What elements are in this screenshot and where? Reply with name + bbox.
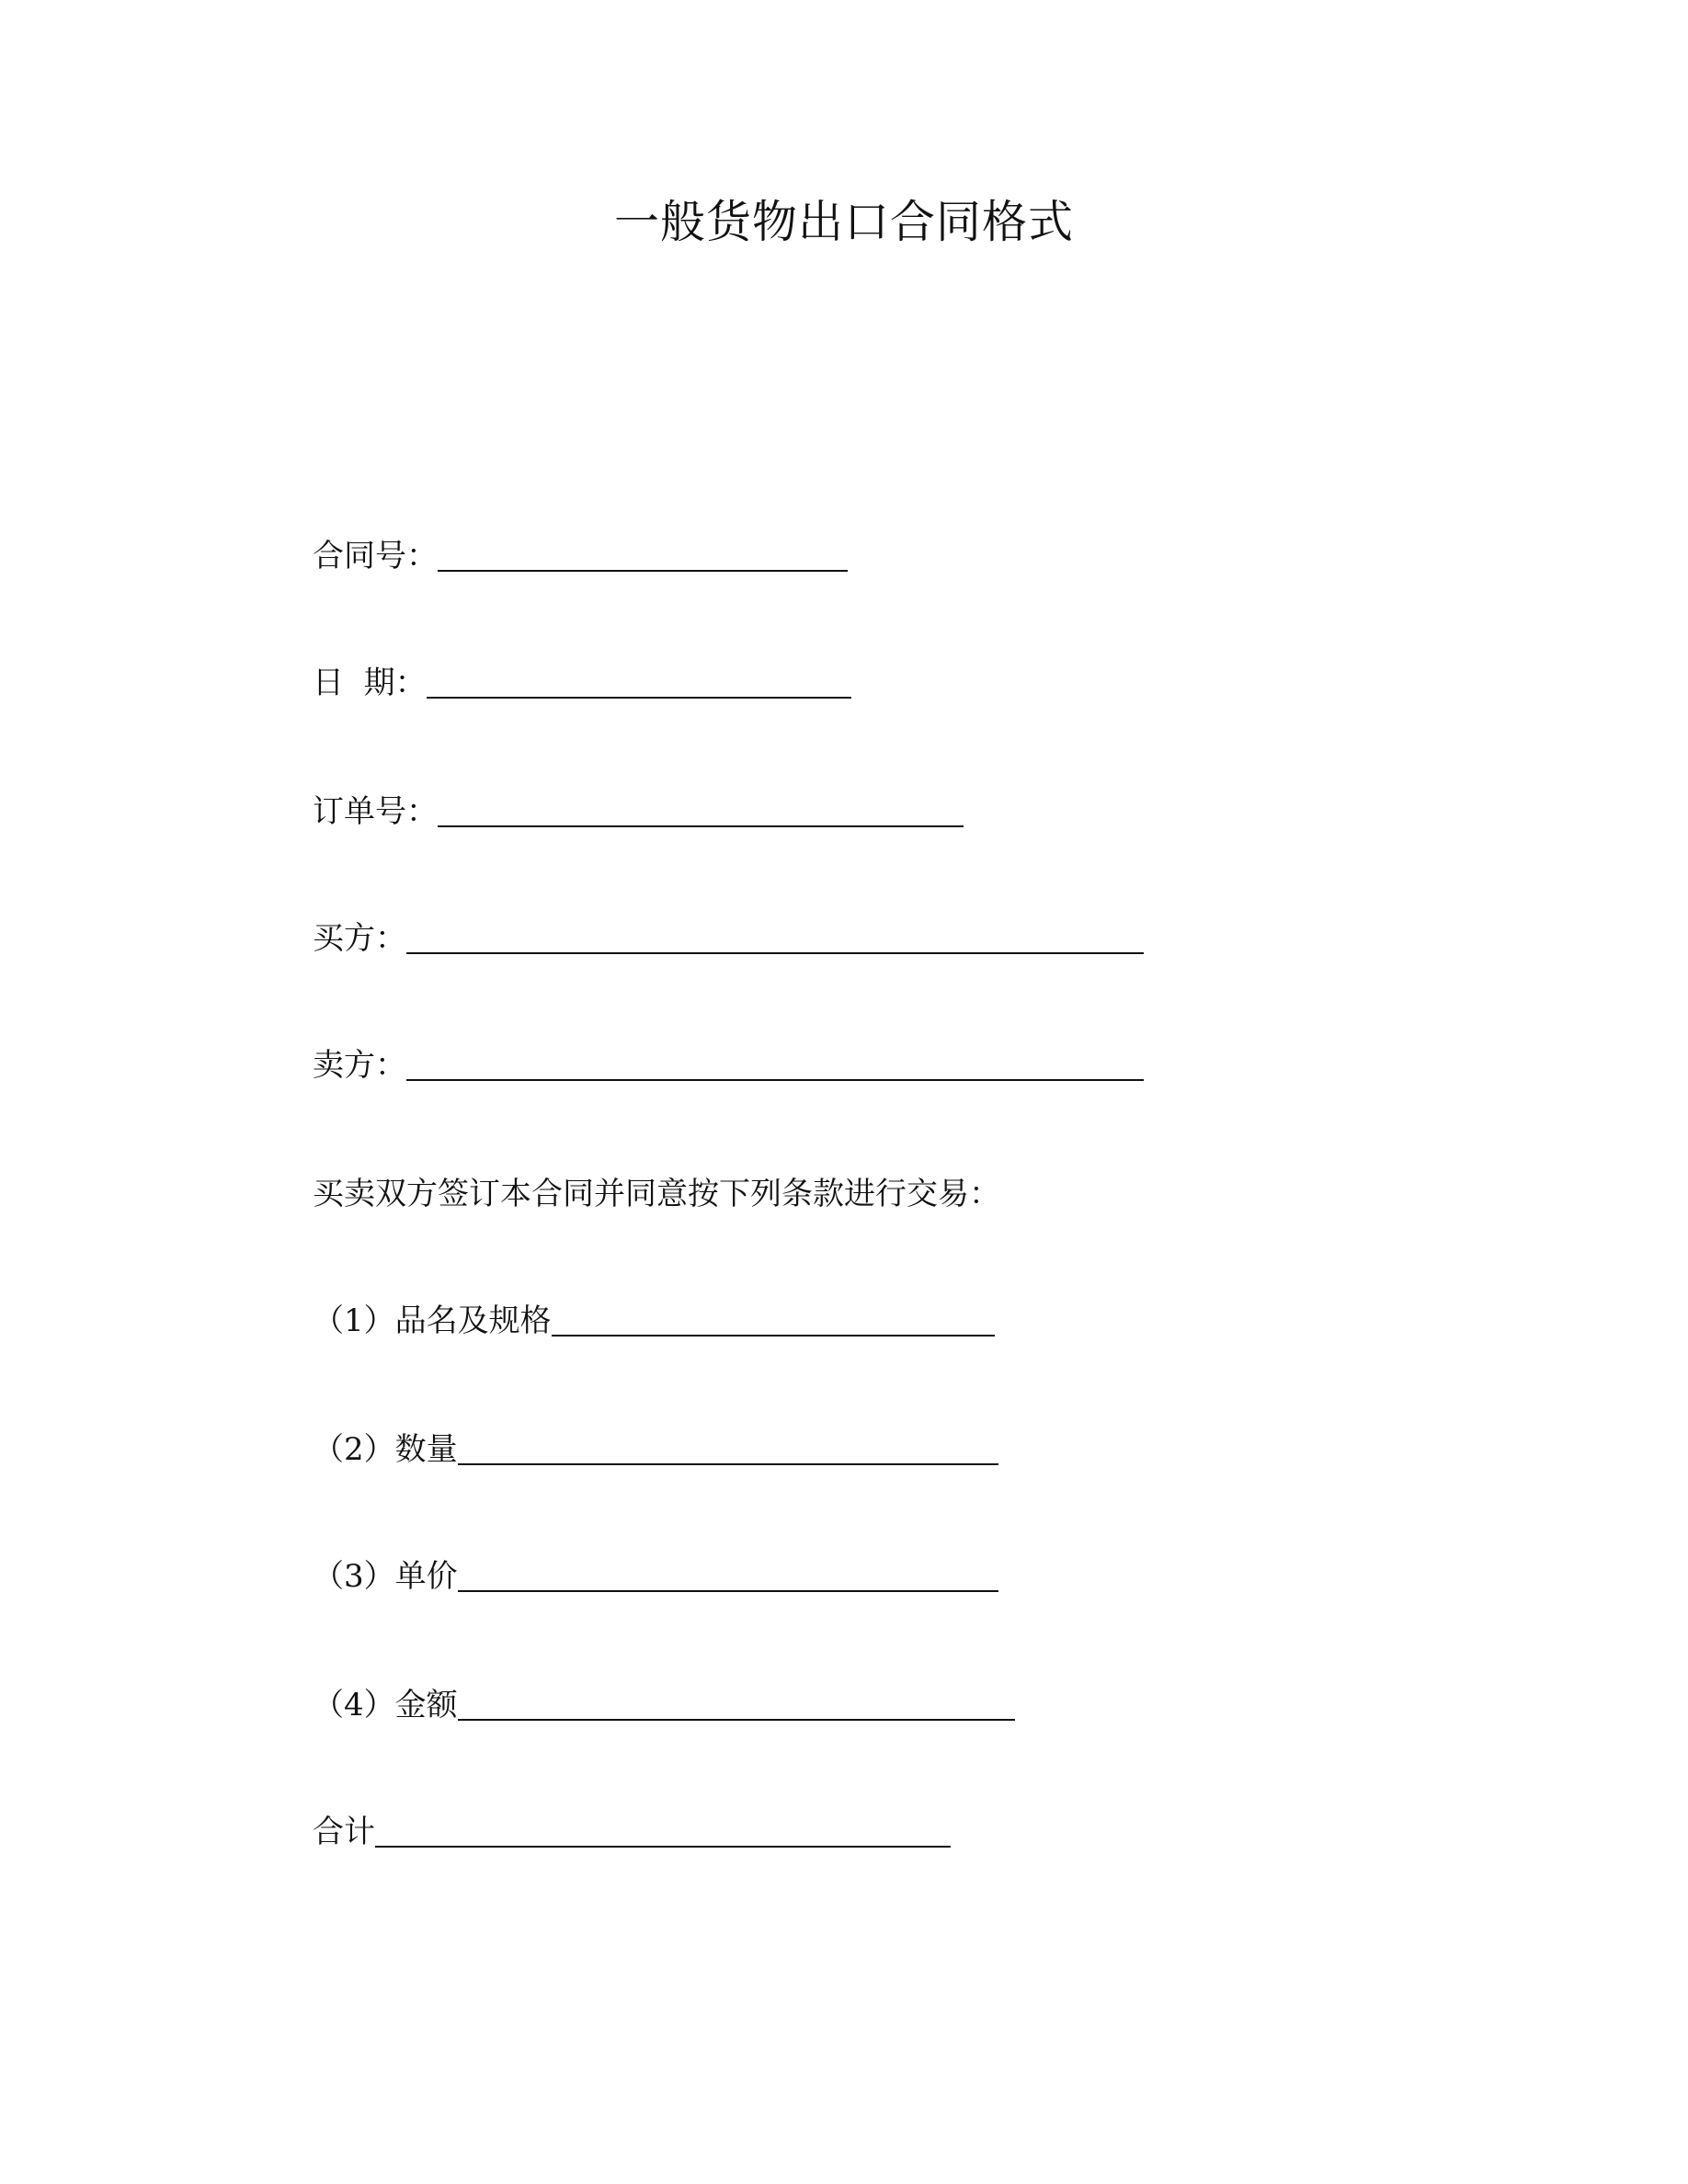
buyer-blank[interactable]	[406, 952, 1144, 954]
agreement-statement: 买卖双方签订本合同并同意按下列条款进行交易：	[313, 1176, 1000, 1212]
date-field	[313, 662, 851, 704]
unit-price-blank[interactable]	[458, 1590, 998, 1592]
seller-label: 卖方：	[313, 1047, 406, 1084]
amount-label: （4）金额	[313, 1687, 458, 1723]
date-blank[interactable]	[427, 697, 851, 699]
unit-price-label: （3）单价	[313, 1558, 458, 1595]
document-title: 一般货物出口合同格式	[613, 196, 1074, 248]
date-label: 日 期：	[313, 665, 427, 701]
seller-field	[313, 1044, 1144, 1086]
amount-field	[313, 1684, 1015, 1726]
item-name-spec-label: （1）品名及规格	[313, 1302, 552, 1339]
quantity-label: （2）数量	[313, 1431, 458, 1468]
buyer-field	[313, 917, 1144, 960]
item-name-spec-field	[313, 1300, 995, 1342]
buyer-label: 买方：	[313, 920, 406, 957]
order-number-label: 订单号：	[313, 793, 438, 830]
amount-blank[interactable]	[458, 1719, 1015, 1721]
contract-number-blank[interactable]	[438, 570, 848, 572]
unit-price-field	[313, 1555, 998, 1598]
order-number-blank[interactable]	[438, 825, 964, 827]
total-field	[313, 1811, 951, 1853]
seller-blank[interactable]	[406, 1079, 1144, 1081]
contract-number-label: 合同号：	[313, 538, 438, 574]
quantity-blank[interactable]	[458, 1463, 998, 1465]
order-number-field	[313, 791, 964, 833]
total-blank[interactable]	[375, 1846, 951, 1848]
quantity-field	[313, 1428, 998, 1471]
contract-number-field	[313, 535, 848, 577]
total-label: 合计	[313, 1814, 375, 1850]
item-name-spec-blank[interactable]	[552, 1335, 995, 1337]
